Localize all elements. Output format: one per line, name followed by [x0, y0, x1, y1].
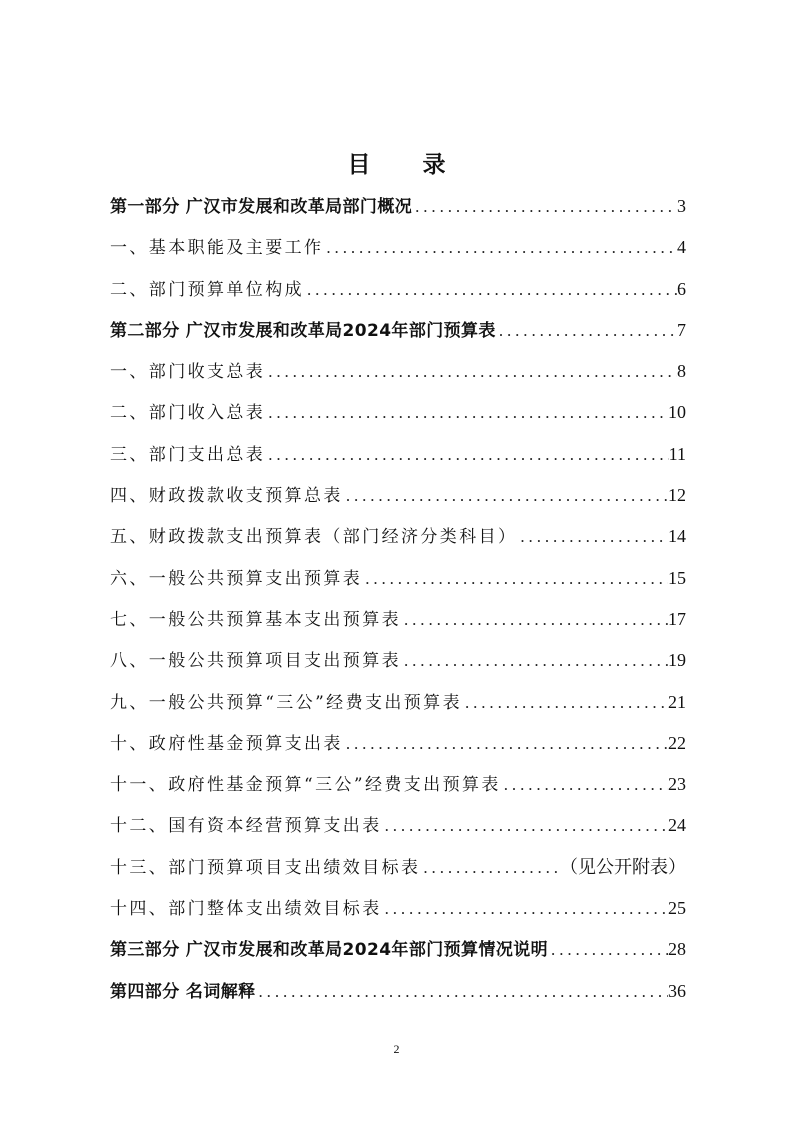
toc-entry-label: 二、部门收入总表 — [110, 403, 266, 424]
dot-leader — [265, 434, 668, 475]
toc-title: 目 录 — [347, 152, 468, 178]
toc-entry-page-number: 24 — [668, 815, 686, 836]
toc-entry[interactable] — [110, 764, 686, 805]
toc-entry[interactable] — [110, 227, 686, 268]
toc-entry-label: 第二部分 广汉市发展和改革局2024年部门预算表 — [110, 320, 496, 341]
toc-entry-page-number: 14 — [668, 526, 686, 547]
dot-leader — [256, 971, 668, 1012]
toc-entry-label: 十四、部门整体支出绩效目标表 — [110, 899, 382, 920]
toc-entry-page-number: 3 — [677, 196, 686, 216]
toc-entry-label: 第一部分 广汉市发展和改革局部门概况 — [110, 197, 413, 217]
toc-entry-page-number: 25 — [668, 898, 686, 919]
toc-entry-label: 十一、政府性基金预算“三公”经费支出预算表 — [110, 775, 501, 796]
toc-entry-label: 一、基本职能及主要工作 — [110, 238, 324, 259]
toc-entry-page-number: 21 — [668, 691, 686, 712]
dot-leader — [265, 392, 668, 433]
dot-leader — [496, 310, 677, 351]
toc-entry[interactable] — [110, 269, 686, 310]
toc-entry-page-number: 23 — [668, 774, 686, 795]
toc-part-entry[interactable] — [110, 971, 686, 1012]
toc-entry[interactable] — [110, 599, 686, 640]
toc-entry-page-number: 6 — [677, 278, 686, 299]
dot-leader — [517, 516, 668, 557]
toc-entry-label: 六、一般公共预算支出预算表 — [110, 568, 363, 589]
toc-entry[interactable] — [110, 805, 686, 846]
toc-entry-label: 十三、部门预算项目支出绩效目标表 — [110, 857, 421, 878]
toc-entry[interactable] — [110, 434, 686, 475]
footer-page-number: 2 — [393, 1042, 400, 1056]
toc-entry-label: 一、部门收支总表 — [110, 362, 266, 383]
toc-entry-page-number: 22 — [668, 732, 686, 753]
toc-entry-page-number: （见公开附表） — [560, 856, 686, 877]
dot-leader — [323, 227, 677, 268]
dot-leader — [412, 186, 677, 227]
toc-entry[interactable] — [110, 516, 686, 557]
dot-leader — [548, 929, 668, 970]
toc-entry-label: 七、一般公共预算基本支出预算表 — [110, 609, 401, 630]
toc-part-entry[interactable] — [110, 929, 686, 970]
toc-entry[interactable] — [110, 558, 686, 599]
toc-entry-page-number: 28 — [668, 939, 686, 960]
dot-leader — [304, 269, 677, 310]
dot-leader — [462, 682, 668, 723]
toc-entry-page-number: 7 — [677, 319, 686, 340]
toc-entry[interactable] — [110, 888, 686, 929]
toc-entry-page-number: 4 — [677, 237, 686, 258]
toc-entry[interactable] — [110, 640, 686, 681]
toc-entry-page-number: 12 — [668, 485, 686, 506]
dot-leader — [382, 888, 668, 929]
toc-entry[interactable] — [110, 351, 686, 392]
dot-leader — [401, 599, 668, 640]
toc-entry-page-number: 19 — [668, 650, 686, 671]
toc-entry[interactable] — [110, 392, 686, 433]
toc-entry-label: 二、部门预算单位构成 — [110, 279, 304, 300]
toc-entry-label: 四、财政拨款收支预算总表 — [110, 486, 343, 507]
toc-entry[interactable] — [110, 682, 686, 723]
toc-entry-label: 三、部门支出总表 — [110, 444, 266, 465]
toc-entry-page-number: 15 — [668, 567, 686, 588]
toc-entry-page-number: 36 — [668, 980, 686, 1001]
table-of-contents — [110, 186, 686, 1012]
toc-entry-page-number: 11 — [668, 443, 686, 464]
toc-entry[interactable] — [110, 475, 686, 516]
dot-leader — [501, 764, 668, 805]
toc-entry-label: 第三部分 广汉市发展和改革局2024年部门预算情况说明 — [110, 940, 549, 961]
toc-entry[interactable] — [110, 847, 686, 888]
dot-leader — [343, 475, 668, 516]
toc-entry-label: 八、一般公共预算项目支出预算表 — [110, 651, 401, 672]
toc-entry-label: 第四部分 名词解释 — [110, 981, 256, 1002]
toc-entry-label: 五、财政拨款支出预算表（部门经济分类科目） — [110, 527, 518, 548]
toc-entry-page-number: 8 — [677, 361, 686, 382]
toc-part-entry[interactable] — [110, 310, 686, 351]
dot-leader — [362, 558, 668, 599]
toc-entry-page-number: 17 — [668, 608, 686, 629]
toc-entry-page-number: 10 — [668, 402, 686, 423]
toc-entry-label: 十二、国有资本经营预算支出表 — [110, 816, 382, 837]
dot-leader — [382, 805, 668, 846]
toc-entry-label: 十、政府性基金预算支出表 — [110, 733, 343, 754]
dot-leader — [420, 847, 560, 888]
toc-entry-label: 九、一般公共预算“三公”经费支出预算表 — [110, 692, 462, 713]
toc-entry[interactable] — [110, 723, 686, 764]
dot-leader — [265, 351, 677, 392]
dot-leader — [401, 640, 668, 681]
toc-part-entry[interactable] — [110, 186, 686, 227]
dot-leader — [343, 723, 668, 764]
